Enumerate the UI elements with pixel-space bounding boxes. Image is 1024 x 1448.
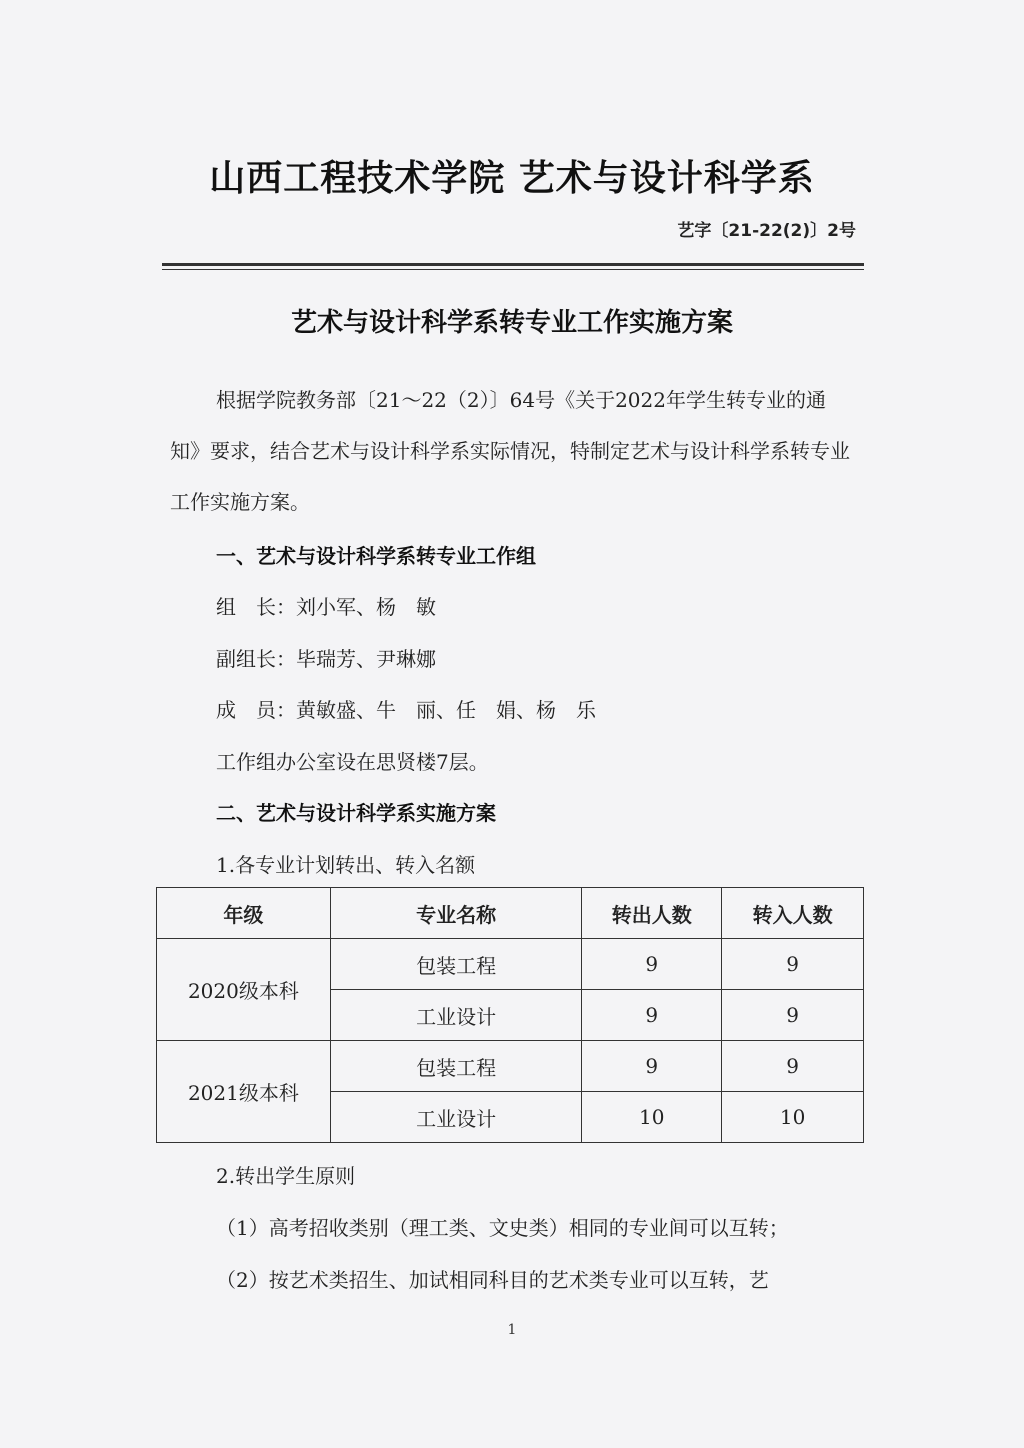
header-major: 专业名称 — [330, 888, 582, 939]
major-cell: 包装工程 — [330, 1041, 582, 1092]
major-cell: 工业设计 — [330, 990, 582, 1041]
header-transfer-out: 转出人数 — [582, 888, 722, 939]
rule-1-line: （1）高考招收类别（理工类、文史类）相同的专业间可以互转； — [216, 1216, 789, 1240]
major-cell: 包装工程 — [330, 939, 582, 990]
organization-header: 山西工程技术学院 艺术与设计科学系 — [209, 158, 815, 199]
section-1-heading: 一、艺术与设计科学系转专业工作组 — [216, 544, 536, 568]
grade-cell: 2020级本科 — [157, 939, 331, 1041]
header-rule-thick — [162, 263, 864, 266]
intro-paragraph: 根据学院教务部〔21～22（2）〕64号《关于2022年学生转专业的通知》要求，结合艺术与设计科学系实际情况，特制定艺术与设计科学系转专业工作实施方案。 — [170, 388, 850, 514]
group-leader-line: 组 长：刘小军、杨 敏 — [216, 595, 436, 619]
quota-table — [156, 887, 864, 1143]
transfer-out-cell: 9 — [582, 939, 722, 990]
transfer-in-cell: 9 — [722, 990, 864, 1041]
transfer-out-cell: 9 — [582, 990, 722, 1041]
deputy-leader-line: 副组长：毕瑞芳、尹琳娜 — [216, 647, 436, 671]
office-line: 工作组办公室设在思贤楼7层。 — [216, 750, 489, 774]
header-grade: 年级 — [157, 888, 331, 939]
rule-2-line: （2）按艺术类招生、加试相同科目的艺术类专业可以互转，艺 — [216, 1268, 769, 1292]
transfer-in-cell: 10 — [722, 1092, 864, 1143]
document-number: 艺字〔21-22(2)〕2号 — [677, 221, 856, 241]
grade-cell: 2021级本科 — [157, 1041, 331, 1143]
item-1-line: 1.各专业计划转出、转入名额 — [216, 853, 476, 877]
page-number: 1 — [507, 1322, 517, 1338]
transfer-out-cell: 9 — [582, 1041, 722, 1092]
transfer-out-cell: 10 — [582, 1092, 722, 1143]
header-rule-thin — [162, 269, 864, 270]
document-title: 艺术与设计科学系转专业工作实施方案 — [290, 308, 733, 338]
section-2-heading: 二、艺术与设计科学系实施方案 — [216, 801, 496, 825]
header-transfer-in: 转入人数 — [722, 888, 864, 939]
transfer-in-cell: 9 — [722, 1041, 864, 1092]
table-row — [157, 939, 864, 990]
table-header-row — [157, 888, 864, 939]
major-cell: 工业设计 — [330, 1092, 582, 1143]
members-line: 成 员：黄敏盛、牛 丽、任 娟、杨 乐 — [216, 698, 596, 722]
transfer-in-cell: 9 — [722, 939, 864, 990]
item-2-line: 2.转出学生原则 — [216, 1164, 356, 1188]
table-row — [157, 1041, 864, 1092]
